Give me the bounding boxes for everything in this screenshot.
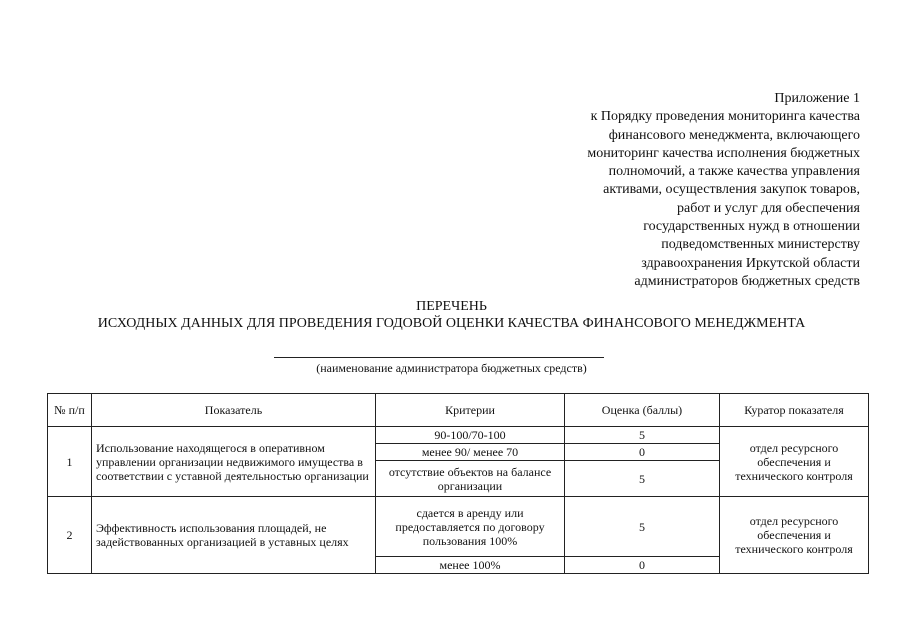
- appendix-line: здравоохранения Иркутской области: [641, 255, 860, 271]
- criteria-cell: менее 100%: [376, 557, 565, 574]
- score-cell: 0: [565, 444, 720, 461]
- table-header-row: [48, 394, 869, 427]
- signature-line: [274, 357, 604, 358]
- signature-caption: (наименование администратора бюджетных средств): [316, 361, 587, 375]
- appendix-line: к Порядку проведения мониторинга качества: [590, 109, 860, 125]
- indicators-table: [47, 393, 869, 574]
- criteria-cell: отсутствие объектов на балансе организации: [376, 461, 565, 497]
- appendix-line: полномочий, а также качества управления: [608, 164, 860, 180]
- appendix-header: [540, 90, 860, 291]
- appendix-line: подведомственных министерству: [661, 237, 860, 253]
- score-cell: 5: [565, 427, 720, 444]
- header-score: Оценка (баллы): [565, 394, 720, 427]
- appendix-line: работ и услуг для обеспечения: [676, 200, 860, 216]
- appendix-line: мониторинг качества исполнения бюджетных: [587, 145, 860, 161]
- curator-cell: отдел ресурсного обеспечения и технического контроля: [720, 427, 869, 497]
- header-curator: Куратор показателя: [720, 394, 869, 427]
- appendix-line: Приложение 1: [774, 91, 860, 106]
- score-cell: 5: [565, 497, 720, 557]
- appendix-line: государственных нужд в отношении: [643, 219, 860, 235]
- header-indicator: Показатель: [92, 394, 376, 427]
- criteria-cell: сдается в аренду или предоставляется по договору пользования 100%: [376, 497, 565, 557]
- document-title: ПЕРЕЧЕНЬ: [416, 299, 487, 314]
- score-cell: 5: [565, 461, 720, 497]
- criteria-cell: менее 90/ менее 70: [376, 444, 565, 461]
- document-subtitle: ИСХОДНЫХ ДАННЫХ ДЛЯ ПРОВЕДЕНИЯ ГОДОВОЙ ОЦЕНКИ КАЧЕСТВА ФИНАНСОВОГО МЕНЕДЖМЕНТА: [97, 316, 806, 331]
- score-cell: 0: [565, 557, 720, 574]
- curator-cell: отдел ресурсного обеспечения и технического контроля: [720, 497, 869, 574]
- appendix-line: активами, осуществления закупок товаров,: [603, 182, 860, 198]
- indicator-cell: Эффективность использования площадей, не задействованных организацией в уставных целях: [92, 497, 376, 574]
- appendix-line: администраторов бюджетных средств: [634, 273, 860, 289]
- row-number: 2: [48, 497, 92, 574]
- table-row: [48, 497, 869, 557]
- header-criteria: Критерии: [376, 394, 565, 427]
- appendix-line: финансового менеджмента, включающего: [608, 127, 860, 143]
- header-num: № п/п: [48, 394, 92, 427]
- table-row: [48, 427, 869, 444]
- indicator-cell: Использование находящегося в оперативном управлении организации недвижимого имущества в соответствии с уставной деятельностью организации: [92, 427, 376, 497]
- criteria-cell: 90-100/70-100: [376, 427, 565, 444]
- row-number: 1: [48, 427, 92, 497]
